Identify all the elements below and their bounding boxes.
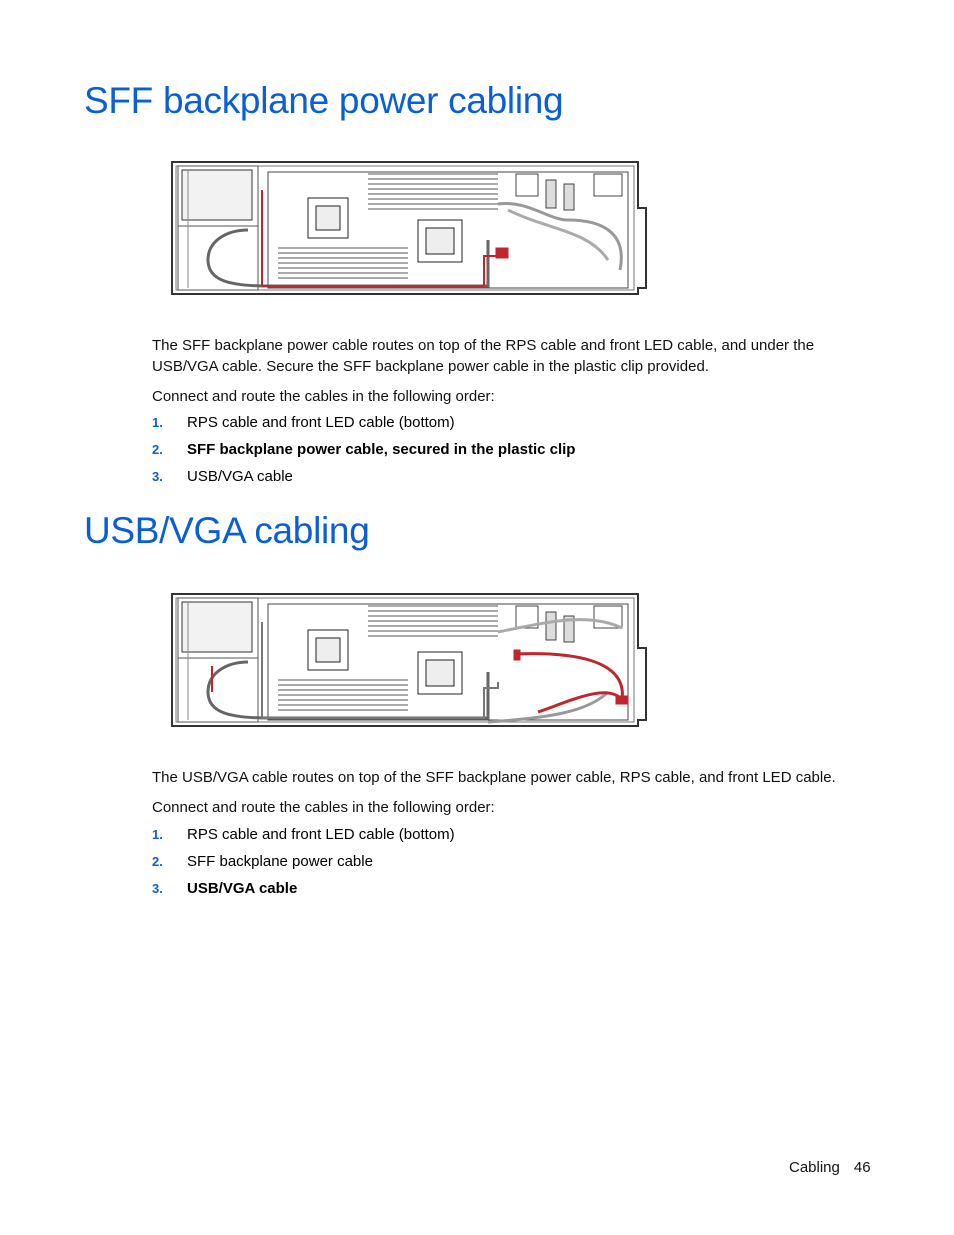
usb-vga-description: The USB/VGA cable routes on top of the SFF backplane power cable, RPS cable, and front LED cable. [152,769,836,786]
usb-vga-steps [152,824,455,905]
usb-vga-intro: Connect and route the cables in the following order: [152,799,495,816]
page-footer [789,1159,871,1176]
section-title-usb-vga: USB/VGA cabling [84,510,370,551]
footer-section-label: Cabling [789,1159,840,1176]
sff-backplane-steps [152,412,575,493]
list-item: 3. USB/VGA cable [152,468,293,485]
list-item: 3. USB/VGA cable [152,880,298,897]
list-item: 2. SFF backplane power cable [152,853,373,870]
sff-backplane-description: The SFF backplane power cable routes on top of the RPS cable and front LED cable, and under the USB/VGA cable. Secure the SFF backplane power cable in the plastic clip provided. [152,337,815,375]
sff-backplane-intro: Connect and route the cables in the following order: [152,388,495,405]
page-number: 46 [853,1159,871,1176]
list-item: 1. RPS cable and front LED cable (bottom) [152,414,455,431]
list-item: 1. RPS cable and front LED cable (bottom) [152,826,455,843]
sff-backplane-cabling-diagram [168,160,648,300]
usb-vga-cabling-diagram [168,592,648,732]
list-item: 2. SFF backplane power cable, secured in the plastic clip [152,441,576,458]
section-title-sff-backplane: SFF backplane power cabling [84,80,564,121]
